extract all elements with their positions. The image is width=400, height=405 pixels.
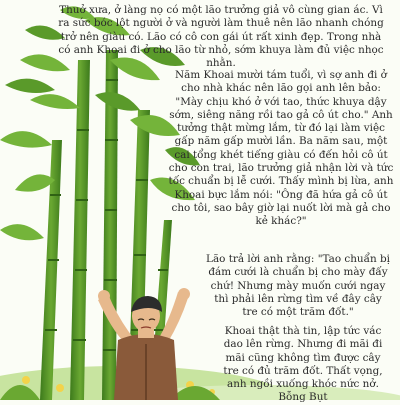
story-paragraph-4: Khoai thật thà tin, lập tức vác dao lên rừng. Nhưng đi mãi đi mãi cũng không tìm được cây tre có đủ trăm đốt. Thất vọng, anh ngồi xuống khóc nức nở. Bỗng Bụt (223, 325, 383, 404)
story-paragraph-1: Thuở xưa, ở làng nọ có một lão trưởng giả vô cùng gian ác. Vì ra sức bóc lột người ở và người làm thuê nên lão nhanh chóng trở nên giàu có. Lão có cô con gái út rất xinh đẹp. Trong nhà có anh Khoai đi ở cho lão từ nhỏ, sớm khuya làm đủ việc nhọc nhằn. (58, 4, 384, 70)
story-paragraph-3: Lão trả lời anh rằng: "Tao chuẩn bị đám cưới là chuẩn bị cho mày đấy chứ! Nhưng mày muốn cưới ngay thì phải lên rừng tìm về đây cây tre có một trăm đốt." (206, 253, 390, 319)
bamboo-stalk (70, 60, 90, 400)
story-paragraph-2: Năm Khoai mười tám tuổi, vì sợ anh đi ở cho nhà khác nên lão gọi anh lên bảo: "Mày chịu khó ở với tao, thức khuya dậy sớm, siêng năng rồi tao gả cô út cho." Anh tưởng thật mừng lắm, từ đó lại làm việc gấp năm gấp mười lần. Ba năm sau, một cai tổng khét tiếng giàu có đến hỏi cô út cho con trai, lão trưởng giả nhận lời và tức tốc chuẩn bị lễ cưới. Thấy mình bị lừa, anh Khoai bực lắm nói: "Ông đã hứa gả cô út cho tôi, sao bây giờ lại nuốt lời mà gả cho kẻ khác?" (168, 69, 394, 228)
